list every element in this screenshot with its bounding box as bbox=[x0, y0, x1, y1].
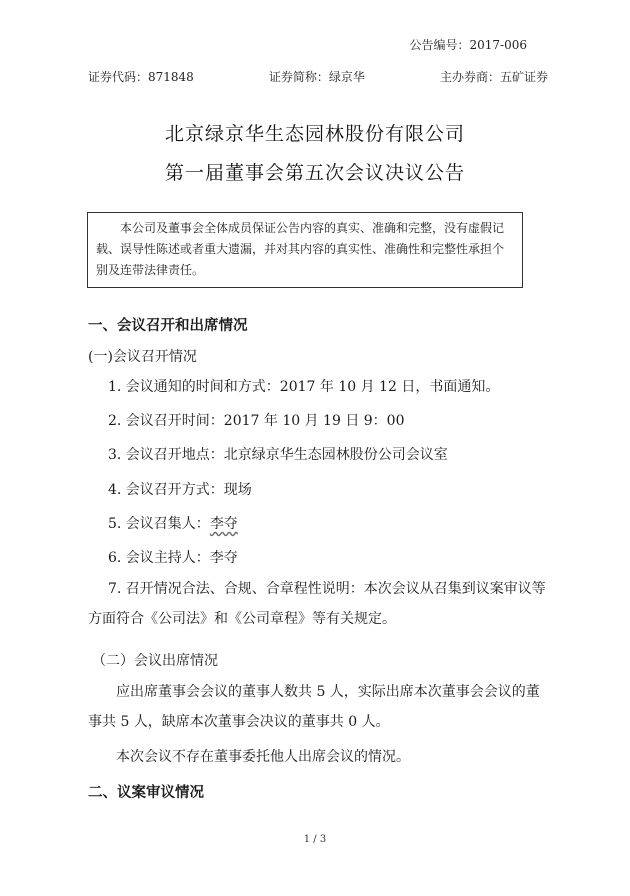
section-2-heading: 二、议案审议情况 bbox=[88, 784, 204, 801]
item-5 bbox=[108, 513, 238, 533]
disclaimer-box: 本公司及董事会全体成员保证公告内容的真实、准确和完整，没有虚假记载、误导性陈述或者重大遗漏，并对其内容的真实性、准确性和完整性承担个别及连带法律责任。 bbox=[87, 212, 523, 288]
proxy-paragraph: 本次会议不存在董事委托他人出席会议的情况。 bbox=[116, 749, 410, 765]
security-info-row bbox=[88, 68, 548, 85]
convener-name: 李夺 bbox=[209, 516, 238, 532]
attendance-paragraph: 应出席董事会会议的董事人数共 5 人，实际出席本次董事会会议的董事共 5 人，缺席本次董事会决议的董事共 0 人。 bbox=[88, 684, 540, 730]
item-1: 1. 会议通知的时间和方式：2017 年 10 月 12 日，书面通知。 bbox=[108, 379, 500, 395]
item-4: 4. 会议召开方式：现场 bbox=[108, 482, 252, 498]
item-5-label: 5. 会议召集人： bbox=[108, 516, 210, 532]
security-code: 证券代码：871848 bbox=[88, 70, 194, 84]
subsection-1-heading: (一)会议召开情况 bbox=[88, 349, 197, 365]
security-abbreviation: 证券简称：绿京华 bbox=[268, 70, 365, 84]
section-1-heading: 一、会议召开和出席情况 bbox=[88, 317, 248, 334]
item-3: 3. 会议召开地点：北京绿京华生态园林股份公司会议室 bbox=[108, 447, 448, 463]
broker: 主办券商：五矿证券 bbox=[439, 70, 548, 84]
page-number: 1 / 3 bbox=[303, 834, 327, 845]
document-title-announcement: 第一届董事会第五次会议决议公告 bbox=[164, 162, 465, 184]
item-6: 6. 会议主持人：李夺 bbox=[108, 550, 238, 566]
document-title-company: 北京绿京华生态园林股份有限公司 bbox=[164, 123, 465, 145]
notice-number: 公告编号：2017-006 bbox=[409, 38, 527, 52]
item-2: 2. 会议召开时间：2017 年 10 月 19 日 9：00 bbox=[108, 413, 405, 429]
subsection-2-heading: （二）会议出席情况 bbox=[92, 653, 218, 669]
item-7: 7. 召开情况合法、合规、合章程性说明：本次会议从召集到议案审议等方面符合《公司法》和《公司章程》等有关规定。 bbox=[88, 581, 546, 627]
